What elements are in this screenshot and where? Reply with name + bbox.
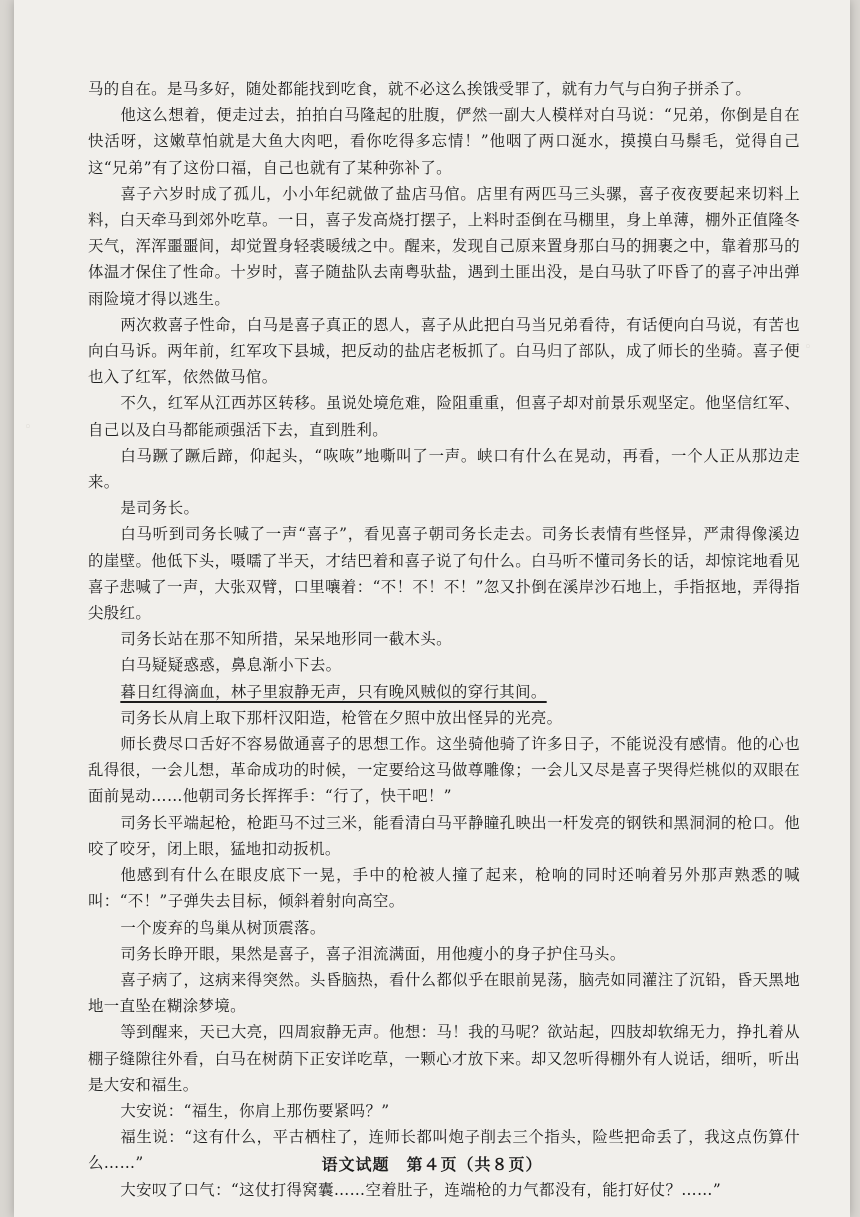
paragraph: 司务长站在那不知所措，呆呆地形同一截木头。 <box>120 630 452 649</box>
page-footer: 语文试题 第４页（共８页） <box>321 1155 543 1174</box>
paragraph: 他感到有什么在眼皮底下一晃，手中的枪被人撞了起来，枪响的同时还响着另外那声熟悉的喊叫：“不！”子弹失去目标，倾斜着射向高空。 <box>88 866 800 911</box>
bleed-through-mark: ◦ <box>24 420 32 435</box>
paragraph: 不久，红军从江西苏区转移。虽说处境危难，险阻重重，但喜子却对前景乐观坚定。他坚信红军、自己以及白马都能顽强活下去，直到胜利。 <box>88 394 800 439</box>
underlined-sentence: 暮日红得滴血，林子里寂静无声，只有晚风贼似的穿行其间。 <box>120 682 547 701</box>
paragraph: 白马听到司务长喊了一声“喜子”，看见喜子朝司务长走去。司务长表情有些怪异，严肃得像溪边的崖壁。他低下头，嗫嚅了半天，才结巴着和喜子说了句什么。白马听不懂司务长的话，却惊诧地看见喜子悲喊了一声，大张双臂，口里嚷着：“不！不！不！”忽又扑倒在溪岸沙石地上，手指抠地，弄得指尖殷红。 <box>88 525 800 623</box>
paragraph: 司务长平端起枪，枪距马不过三米，能看清白马平静瞳孔映出一杆发亮的钢铁和黑洞洞的枪口。他咬了咬牙，闭上眼，猛地扣动扳机。 <box>88 813 800 858</box>
paragraph: 司务长从肩上取下那杆汉阳造，枪管在夕照中放出怪异的光亮。 <box>120 708 563 727</box>
paragraph: 一个废弃的鸟巢从树顶震落。 <box>120 918 326 937</box>
paragraph: 白马疑疑惑惑，鼻息渐小下去。 <box>120 656 342 675</box>
paragraph: 大安说：“福生，你肩上那伤要紧吗？” <box>120 1101 390 1120</box>
paragraph-underlined <box>88 679 800 705</box>
paragraph: 白马蹶了蹶后蹄，仰起头，“咴咴”地嘶叫了一声。峡口有什么在晃动，再看，一个人正从那边走来。 <box>88 446 800 492</box>
exam-page <box>14 0 850 1217</box>
story-text <box>88 76 800 1203</box>
paragraph: 喜子六岁时成了孤儿，小小年纪就做了盐店马倌。店里有两匹马三头骡，喜子夜夜要起来切料上料，白天牵马到郊外吃草。一日，喜子发高烧打摆子，上料时歪倒在马棚里，身上单薄，棚外正值隆冬天气，浑浑噩噩间，却觉置身轻裘暖绒之中。醒来，发现自己原来置身那白马的拥裹之中，靠着那马的体温才保住了性命。十岁时，喜子随盐队去南粤驮盐，遇到土匪出没，是白马驮了吓昏了的喜子冲出弹雨险境才得以逃生。 <box>88 184 800 308</box>
paragraph: 喜子病了，这病来得突然。头昏脑热，看什么都似乎在眼前晃荡，脑壳如同灌注了沉铅，昏天黑地地一直坠在糊涂梦境。 <box>88 970 800 1016</box>
paragraph: 他这么想着，便走过去，拍拍白马隆起的肚腹，俨然一副大人模样对白马说：“兄弟，你倒是自在快活呀，这嫩草怕就是大鱼大肉吧，看你吃得多忘情！”他咽了两口涎水，摸摸白马鬃毛，觉得自己这“兄弟”有了这份口福，自己也就有了某种弥补了。 <box>88 106 800 177</box>
paragraph: 福生说：“这有什么，平古栖柱了，连师长都叫炮子削去三个指头，险些把命丢了，我这点伤算什么……” <box>88 1128 800 1173</box>
paragraph: 司务长睁开眼，果然是喜子，喜子泪流满面，用他瘦小的身子护住马头。 <box>120 944 626 963</box>
bleed-through-mark: ◦ <box>804 340 812 355</box>
paragraph: 等到醒来，天已大亮，四周寂静无声。他想：马！我的马呢？欲站起，四肢却软绵无力，挣扎着从棚子缝隙往外看，白马在树荫下正安详吃草，一颗心才放下来。却又忽听得棚外有人说话，细听，听出是大安和福生。 <box>88 1023 800 1094</box>
paragraph: 两次救喜子性命，白马是喜子真正的恩人，喜子从此把白马当兄弟看待，有话便向白马说，有苦也向白马诉。两年前，红军攻下县城，把反动的盐店老板抓了。白马归了部队，成了师长的坐骑。喜子便也入了红军，依然做马倌。 <box>88 315 800 387</box>
paragraph: 马的自在。是马多好，随处都能找到吃食，就不必这么挨饿受罪了，就有力气与白狗子拼杀了。 <box>88 80 752 98</box>
paragraph: 大安叹了口气：“这仗打得窝囊……空着肚子，连端枪的力气都没有，能打好仗？……” <box>120 1180 722 1199</box>
paragraph: 是司务长。 <box>120 499 200 518</box>
paragraph: 师长费尽口舌好不容易做通喜子的思想工作。这坐骑他骑了许多日子，不能说没有感情。他的心也乱得很，一会儿想，革命成功的时候，一定要给这马做尊雕像；一会儿又尽是喜子哭得烂桃似的双眼在面前晃动……他朝司务长挥挥手：“行了，快干吧！” <box>88 735 800 806</box>
